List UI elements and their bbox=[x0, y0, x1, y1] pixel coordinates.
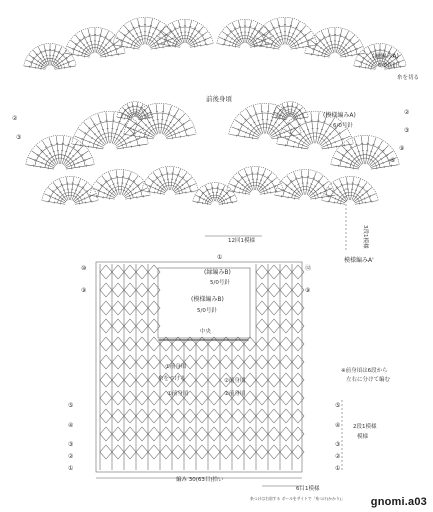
row-number: ④ bbox=[335, 422, 341, 429]
row-number: ① bbox=[335, 465, 341, 472]
row-number: ⑩ bbox=[81, 265, 87, 272]
row-number: ⑤ bbox=[335, 402, 341, 409]
row-number: ③ bbox=[16, 134, 22, 141]
side-pattern-lower-label: 模様 bbox=[357, 434, 369, 440]
side-pattern-label: 模様編みA' bbox=[344, 257, 374, 264]
row-number: ⑨ bbox=[399, 145, 405, 152]
note-line2: 左右に分けて編む bbox=[346, 377, 391, 383]
top-needle-label: 6/0号針 bbox=[378, 63, 398, 69]
footer-note: 糸つけは右肩する ボールをサイトで「糸つけ(かかり)」 bbox=[250, 496, 345, 501]
row-number: ⑨ bbox=[305, 287, 311, 294]
mid-pattern-label: (模様編みA) bbox=[323, 112, 356, 119]
row-number: ⑫ bbox=[305, 265, 312, 272]
cut-yarn-label: 糸を切る bbox=[397, 75, 420, 81]
row-number: ④ bbox=[68, 422, 74, 429]
lower-needle1-label: 5/0号針 bbox=[210, 280, 230, 286]
center-label: 中央 bbox=[200, 329, 212, 335]
front1-label: ①前身頃 bbox=[165, 364, 187, 370]
row-number: ① bbox=[68, 465, 74, 472]
row-number: ⑧ bbox=[390, 157, 396, 164]
row-number: ⑨ bbox=[81, 287, 87, 294]
mid-needle-label: 6/0号針 bbox=[333, 123, 353, 129]
front2-label: ②前身頃 bbox=[224, 378, 246, 384]
row-number: ② bbox=[335, 453, 341, 460]
lower-pattern2-label: (模様編みB) bbox=[191, 296, 224, 303]
side-rows-lower-label: 2段1模様 bbox=[353, 424, 377, 430]
site-watermark: gnomi.a03 bbox=[370, 496, 427, 508]
row-number: ③ bbox=[68, 441, 74, 448]
bottom-repeat-label: 6目1模様 bbox=[296, 486, 320, 492]
row-number: ② bbox=[404, 109, 410, 116]
note-line1: ※前身頃は6段から bbox=[341, 368, 388, 374]
row-number: ③ bbox=[335, 441, 341, 448]
top-pattern-label: (縁編みA) bbox=[372, 53, 399, 60]
side-rows-label: 3段1模様 bbox=[362, 225, 368, 249]
upper-repeat-label: 12回1模様 bbox=[228, 238, 255, 244]
row-number: ③ bbox=[404, 127, 410, 134]
bottom-width-label: 編み 30(63目)拾い bbox=[176, 477, 224, 483]
row-number: ② bbox=[68, 453, 74, 460]
lower-pattern1-label: (縁編みB) bbox=[204, 269, 231, 276]
top-start-marker: ① bbox=[217, 254, 223, 261]
upper-title: 前後身頃 bbox=[206, 95, 232, 103]
row-number: ② bbox=[12, 115, 18, 122]
back2-label: ②前身頃 bbox=[224, 391, 246, 397]
back1-label: ①前身頃 bbox=[167, 391, 189, 397]
attach-yarn-label: 糸をつける bbox=[158, 376, 186, 382]
row-number: ⑤ bbox=[68, 402, 74, 409]
lower-needle2-label: 5/0号針 bbox=[197, 308, 217, 314]
